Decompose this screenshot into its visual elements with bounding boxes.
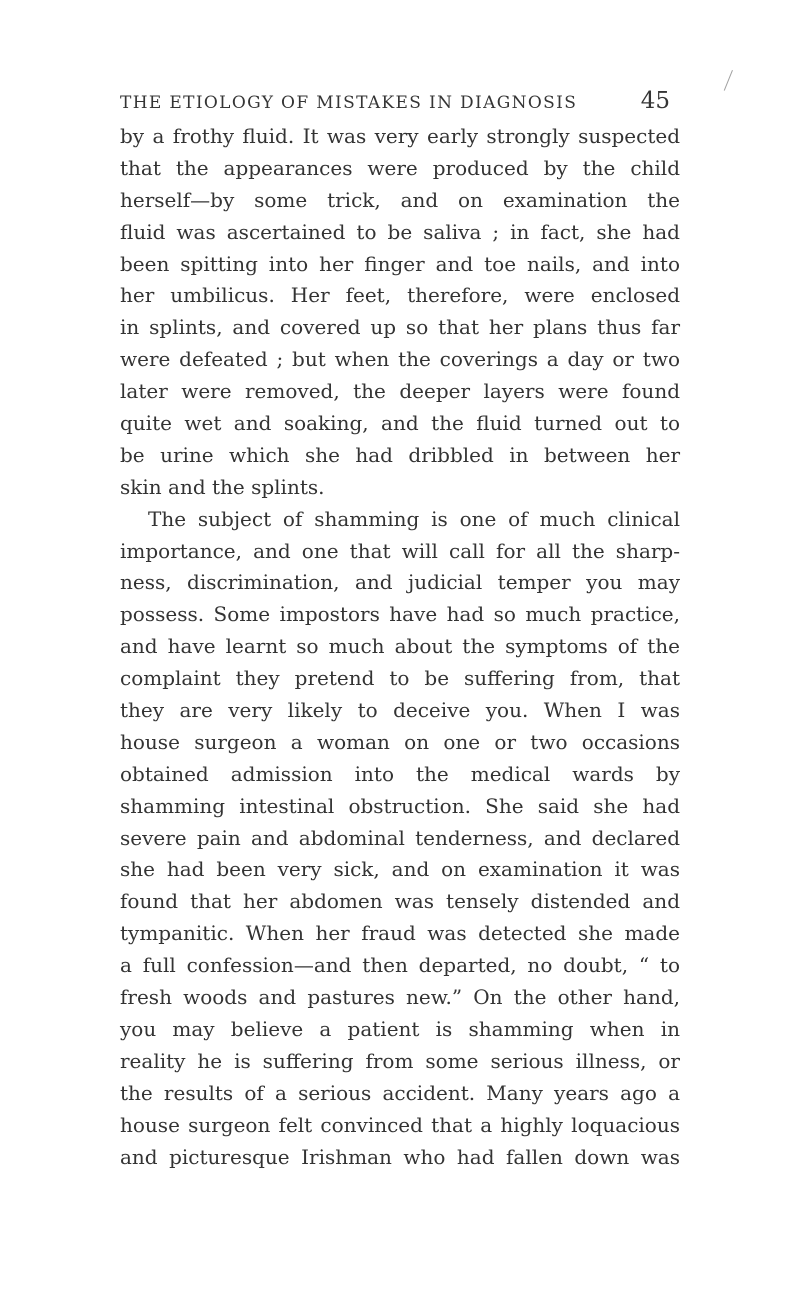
text-line: the results of a serious accident. Many years ago a: [120, 1080, 680, 1105]
text-line: shamming intestinal obstruction. She said she had: [120, 793, 680, 818]
text-line: importance, and one that will call for all the sharp-: [120, 538, 680, 563]
text-line: quite wet and soaking, and the fluid turned out to: [120, 411, 680, 436]
text-line: house surgeon felt convinced that a highly loquacious: [120, 1112, 680, 1137]
text-line: that the appearances were produced by the child: [120, 155, 680, 180]
text-line: you may believe a patient is shamming when in: [120, 1016, 680, 1041]
text-line: been spitting into her finger and toe nails, and into: [120, 251, 680, 276]
text-line: complaint they pretend to be suffering from, that: [120, 666, 680, 691]
body-text: [120, 121, 680, 1173]
text-line: obtained admission into the medical wards by: [120, 761, 680, 786]
text-line: and picturesque Irishman who had fallen down was: [120, 1144, 680, 1169]
text-line: by a frothy fluid. It was very early strongly suspected: [120, 124, 680, 148]
text-line: herself—by some trick, and on examination the: [120, 187, 680, 212]
text-line: later were removed, the deeper layers were found: [120, 379, 680, 404]
text-line: The subject of shamming is one of much clinical: [148, 506, 680, 531]
text-line: possess. Some impostors have had so much practice,: [120, 602, 680, 627]
text-line: in splints, and covered up so that her plans thus far: [120, 315, 680, 340]
margin-mark: [724, 70, 733, 91]
text-line: skin and the splints.: [120, 474, 325, 499]
text-line: fluid was ascertained to be saliva ; in fact, she had: [120, 219, 680, 244]
text-line: severe pain and abdominal tenderness, and declared: [120, 825, 680, 850]
page-number: 45: [640, 88, 670, 114]
text-line: ness, discrimination, and judicial temper you may: [120, 570, 680, 595]
text-line: a full confession—and then departed, no doubt, “ to: [120, 953, 680, 978]
text-line: were defeated ; but when the coverings a day or two: [120, 347, 680, 372]
text-line: house surgeon a woman on one or two occasions: [120, 729, 680, 754]
text-line: and have learnt so much about the symptoms of the: [120, 634, 680, 659]
text-line: reality he is suffering from some serious illness, or: [120, 1048, 680, 1073]
text-line: her umbilicus. Her feet, therefore, were enclosed: [120, 283, 680, 308]
text-line: be urine which she had dribbled in between her: [120, 442, 680, 467]
text-line: tympanitic. When her fraud was detected she made: [120, 921, 680, 946]
running-title: THE ETIOLOGY OF MISTAKES IN DIAGNOSIS: [120, 93, 578, 113]
running-head: [120, 88, 670, 118]
text-line: they are very likely to deceive you. When I was: [120, 698, 680, 723]
text-line: found that her abdomen was tensely distended and: [120, 889, 680, 914]
text-line: she had been very sick, and on examination it was: [120, 857, 680, 882]
text-line: fresh woods and pastures new.” On the other hand,: [120, 985, 680, 1010]
